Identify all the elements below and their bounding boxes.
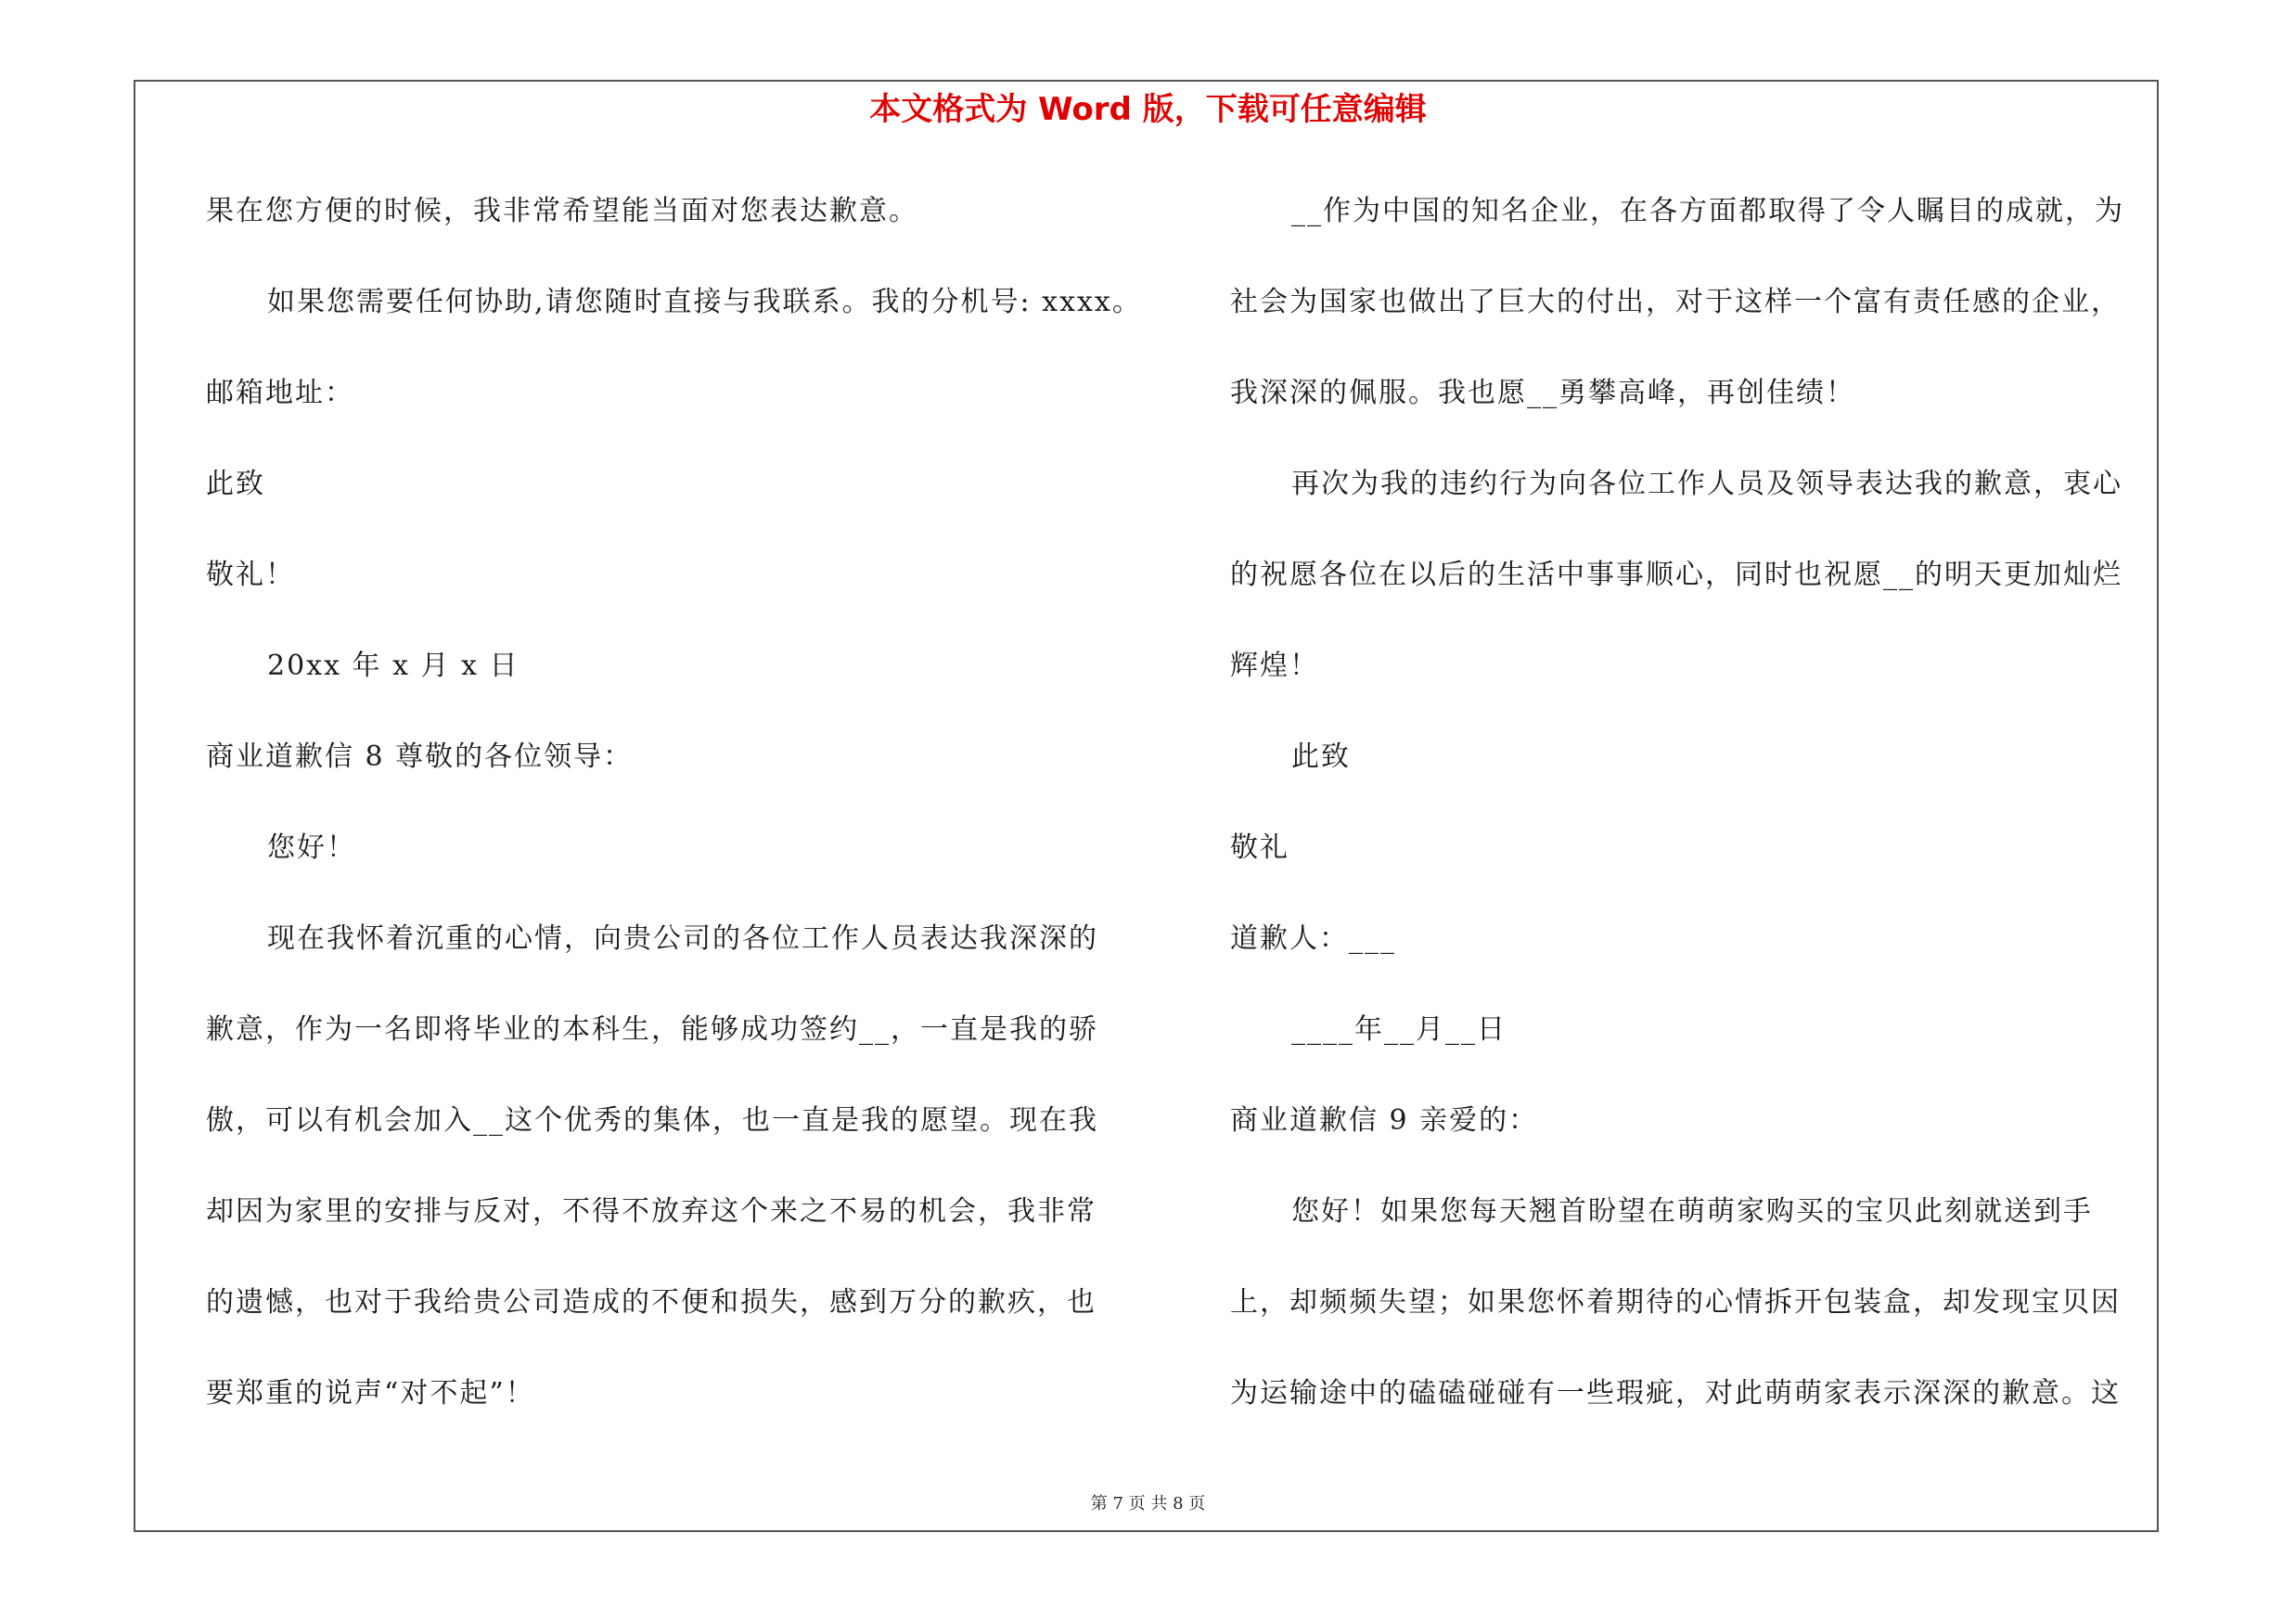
text-line: 社会为国家也做出了巨大的付出，对于这样一个富有责任感的企业， [1230,286,2121,318]
text-line: 歉意，作为一名即将毕业的本科生，能够成功签约__，一直是我的骄 [206,1013,1098,1046]
text-line: 如果您需要任何协助,请您随时直接与我联系。我的分机号: xxxx。 [267,286,1142,318]
word-format-banner: 本文格式为 Word 版，下载可任意编辑 [869,91,1427,128]
text-line: 此致 [206,468,265,500]
page-number: 第 7 页 共 8 页 [1090,1494,1206,1514]
date-line: 20xx 年 x 月 x 日 [267,650,519,682]
text-line: 要郑重的说声“对不起”！ [206,1377,535,1410]
text-line: 敬礼！ [206,559,295,591]
text-line: 却因为家里的安排与反对，不得不放弃这个来之不易的机会，我非常 [206,1195,1097,1228]
text-line: 傲，可以有机会加入__这个优秀的集体，也一直是我的愿望。现在我 [206,1104,1098,1137]
letter-heading: 商业道歉信 9 亲爱的： [1230,1104,1539,1137]
text-line: 上，却频频失望；如果您怀着期待的心情拆开包装盒，却发现宝贝因 [1230,1286,2121,1319]
text-line: 再次为我的违约行为向各位工作人员及领导表达我的歉意，衷心 [1291,468,2123,500]
signature-line: 道歉人：___ [1230,922,1396,955]
right-column [1230,186,2162,1459]
text-line: 辉煌！ [1230,650,1319,682]
text-line: 敬礼 [1230,831,1289,864]
date-line: ____年__月__日 [1291,1013,1507,1046]
text-line: 您好！ [267,831,356,864]
text-line: 的祝愿各位在以后的生活中事事顺心，同时也祝愿__的明天更加灿烂 [1230,559,2123,591]
text-line: 您好！如果您每天翘首盼望在萌萌家购买的宝贝此刻就送到手 [1291,1195,2093,1228]
text-line: __作为中国的知名企业，在各方面都取得了令人瞩目的成就，为 [1291,195,2124,227]
letter-heading: 商业道歉信 8 尊敬的各位领导： [206,741,634,773]
text-line: 果在您方便的时候，我非常希望能当面对您表达歉意。 [206,195,918,227]
text-line: 邮箱地址： [206,377,354,409]
left-column [206,186,1142,1459]
text-line: 此致 [1291,741,1351,773]
text-line: 的遗憾，也对于我给贵公司造成的不便和损失，感到万分的歉疚，也 [206,1286,1097,1319]
text-line: 为运输途中的磕磕碰碰有一些瑕疵，对此萌萌家表示深深的歉意。这 [1230,1377,2121,1410]
text-line: 现在我怀着沉重的心情，向贵公司的各位工作人员表达我深深的 [267,922,1098,955]
text-line: 我深深的佩服。我也愿__勇攀高峰，再创佳绩！ [1230,377,1855,409]
